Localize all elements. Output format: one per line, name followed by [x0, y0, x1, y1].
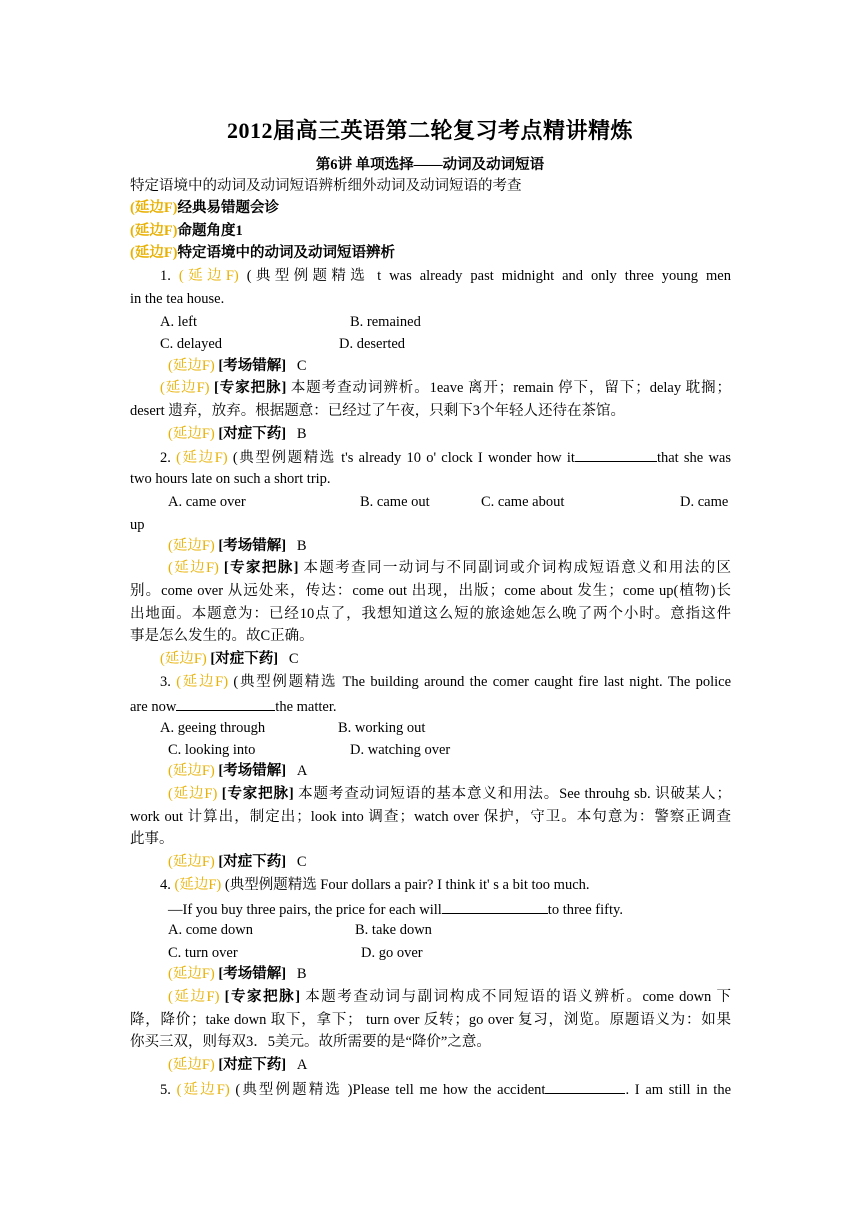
q3-answer-value: C — [296, 854, 307, 870]
q4-explanation-line3: 你买三双，则每双3．5美元。故所需要的是“降价”之意。 — [130, 1034, 491, 1050]
source-tag: (延边F) — [176, 1082, 230, 1098]
q1-option-c: C. delayed — [160, 336, 223, 352]
q3-option-a: A. geeing through — [160, 720, 266, 736]
q3-answer — [168, 853, 307, 871]
q3-explanation-line3: 此事。 — [130, 831, 174, 847]
heading-2 — [130, 222, 243, 240]
label-expert: [专家把脉] — [221, 786, 294, 802]
q1-wrong-answer — [168, 357, 307, 375]
label-answer: [对症下药] — [218, 426, 287, 442]
label-answer: [对症下药] — [218, 854, 287, 870]
source-tag: (延边F) — [168, 763, 215, 779]
q4-stem-line2 — [168, 899, 623, 919]
q5-stem-tail: . I am still in the — [625, 1082, 732, 1098]
q4-wrong-answer — [168, 965, 307, 983]
q5-stem: (典型例题精选 )Please tell me how the accident — [235, 1082, 546, 1098]
q3-explanation-line1 — [130, 785, 731, 803]
q2-wrong-value: B — [296, 538, 307, 554]
q2-option-d: D. came — [680, 494, 729, 510]
heading-3 — [130, 244, 395, 262]
label-wrong: [考场错解] — [218, 538, 287, 554]
q3-blank — [176, 696, 275, 711]
q3-stem-b: are now — [130, 699, 177, 715]
source-tag: (延边F) — [130, 200, 178, 216]
q2-explanation-line3: 出地面。本题意为：已经10点了，我想知道这么短的旅途她怎么晚了两个小时。意指这件 — [130, 606, 731, 622]
q4-stem: (典型例题精选 Four dollars a pair? I think it' s a bit too much. — [224, 877, 590, 893]
q1-answer — [168, 425, 307, 443]
q4-exp: 本题考查动词与副词构成不同短语的语义辨析。come down 下 — [305, 989, 731, 1005]
source-tag: (延边F) — [160, 380, 210, 396]
q2-option-d-wrap: up — [130, 517, 145, 533]
source-tag: (延边F) — [168, 426, 215, 442]
q5-stem-line1 — [130, 1079, 731, 1099]
source-tag: (延边F) — [168, 358, 215, 374]
q2-stem-line1 — [130, 447, 731, 467]
source-tag: (延边F) — [168, 1057, 215, 1073]
heading-text: 特定语境中的动词及动词短语辨析 — [177, 245, 396, 261]
q2-number: 2. — [160, 450, 171, 466]
source-tag: (延边F) — [176, 450, 228, 466]
source-tag: (延边F) — [130, 223, 178, 239]
q1-option-a: A. left — [160, 314, 198, 330]
q4-answer — [168, 1056, 307, 1074]
page-title: 2012届高三英语第二轮复习考点精讲精炼 — [226, 118, 633, 143]
q3-stem-line1 — [130, 673, 731, 691]
q1-option-b: B. remained — [350, 314, 421, 330]
heading-1 — [130, 199, 279, 217]
q2-explanation-line1 — [130, 559, 731, 577]
q3-wrong-value: A — [296, 763, 308, 779]
q4-option-a: A. come down — [168, 922, 253, 938]
q5-number: 5. — [160, 1082, 171, 1098]
q1-explanation-line2: desert 遗弃，放弃。根据题意：已经过了午夜，只剩下3个年轻人还待在茶馆。 — [130, 403, 625, 419]
q3-option-d: D. watching over — [350, 742, 451, 758]
q4-answer-value: A — [296, 1057, 308, 1073]
label-wrong: [考场错解] — [218, 763, 287, 779]
q4-option-d: D. go over — [361, 945, 423, 961]
q3-explanation-line2: work out 计算出，制定出；look into 调查；watch over 保护，守卫。本句意为：警察正调查 — [130, 809, 731, 825]
q2-stem-line2: two hours late on such a short trip. — [130, 471, 331, 487]
heading-text: 命题角度1 — [177, 223, 243, 239]
q4-option-c: C. turn over — [168, 945, 238, 961]
q1-stem-line2: in the tea house. — [130, 291, 225, 307]
q4-stem-tail: to three fifty. — [547, 902, 623, 918]
source-tag: (延边F) — [168, 538, 215, 554]
heading-text: 经典易错题会诊 — [177, 200, 280, 216]
q3-stem: (典型例题精选 The building around the comer caught fire last night. The police — [233, 674, 732, 690]
q3-wrong-answer — [168, 762, 307, 780]
source-tag: (延边F) — [168, 966, 215, 982]
q1-answer-value: B — [296, 426, 307, 442]
q2-answer-value: C — [288, 651, 299, 667]
q4-wrong-value: B — [296, 966, 307, 982]
q2-exp: 本题考查同一动词与不同副词或介词构成短语意义和用法的区 — [303, 560, 731, 576]
q4-blank — [442, 899, 548, 914]
q3-option-c: C. looking into — [168, 742, 256, 758]
source-tag: (延边F) — [176, 674, 229, 690]
q1-number: 1. — [160, 268, 171, 284]
label-expert: [专家把脉] — [223, 560, 299, 576]
lesson-subtitle: 第6讲 单项选择——动词及动词短语 — [315, 157, 545, 173]
label-wrong: [考场错解] — [218, 358, 287, 374]
label-answer: [对症下药] — [218, 1057, 287, 1073]
q1-wrong-value: C — [296, 358, 307, 374]
source-tag: (延边F) — [160, 651, 207, 667]
q2-explanation-line2: 别。come over 从远处来，传达：come out 出现，出版；come about 发生；come up(植物)长 — [130, 583, 731, 599]
intro-line: 特定语境中的动词及动词短语辨析细外动词及动词短语的考查 — [130, 178, 522, 194]
label-expert: [专家把脉] — [214, 380, 287, 396]
q2-stem-tail: that she was — [656, 450, 732, 466]
q2-blank — [575, 447, 657, 462]
source-tag: (延边F) — [168, 854, 215, 870]
q4-explanation-line1 — [130, 988, 731, 1006]
source-tag: (延边F) — [130, 245, 178, 261]
q3-stem-tail: the matter. — [275, 699, 337, 715]
q2-wrong-answer — [168, 537, 307, 555]
q1-option-d: D. deserted — [339, 336, 406, 352]
q3-number: 3. — [160, 674, 171, 690]
label-answer: [对症下药] — [210, 651, 279, 667]
q4-stem-line1 — [160, 876, 590, 894]
source-tag: (延边F) — [174, 877, 222, 893]
q4-stem-b: —If you buy three pairs, the price for each will — [168, 902, 442, 918]
label-expert: [专家把脉] — [224, 989, 301, 1005]
q2-answer — [160, 650, 299, 668]
source-tag: (延边F) — [168, 560, 219, 576]
source-tag: (延边F) — [168, 989, 220, 1005]
q1-stem-line1 — [130, 267, 731, 285]
q3-option-b: B. working out — [338, 720, 426, 736]
q4-option-b: B. take down — [355, 922, 432, 938]
q4-explanation-line2: 降，降价；take down 取下，拿下； turn over 反转；go over 复习，浏览。原题语义为：如果 — [130, 1012, 731, 1028]
q2-option-b: B. came out — [360, 494, 430, 510]
source-tag: (延边F) — [168, 786, 218, 802]
q1-exp: 本题考查动词辨析。1eave 离开；remain 停下，留下；delay 耽搁； — [290, 380, 731, 396]
q5-blank — [545, 1079, 625, 1094]
q2-option-a: A. came over — [168, 494, 246, 510]
q3-stem-line2 — [130, 696, 337, 716]
q1-stem: (典型例题精选 t was already past midnight and only three young men — [246, 268, 731, 284]
q3-exp: 本题考查动词短语的基本意义和用法。See throuhg sb. 识破某人； — [298, 786, 732, 802]
source-tag: (延边F) — [178, 268, 239, 284]
q4-number: 4. — [160, 877, 171, 893]
q2-explanation-line4: 事是怎么发生的。故C正确。 — [130, 628, 314, 644]
label-wrong: [考场错解] — [218, 966, 287, 982]
q2-stem: (典型例题精选 t's already 10 o' clock I wonder how it — [232, 450, 575, 466]
q2-option-c: C. came about — [481, 494, 565, 510]
q1-explanation-line1 — [130, 379, 731, 397]
